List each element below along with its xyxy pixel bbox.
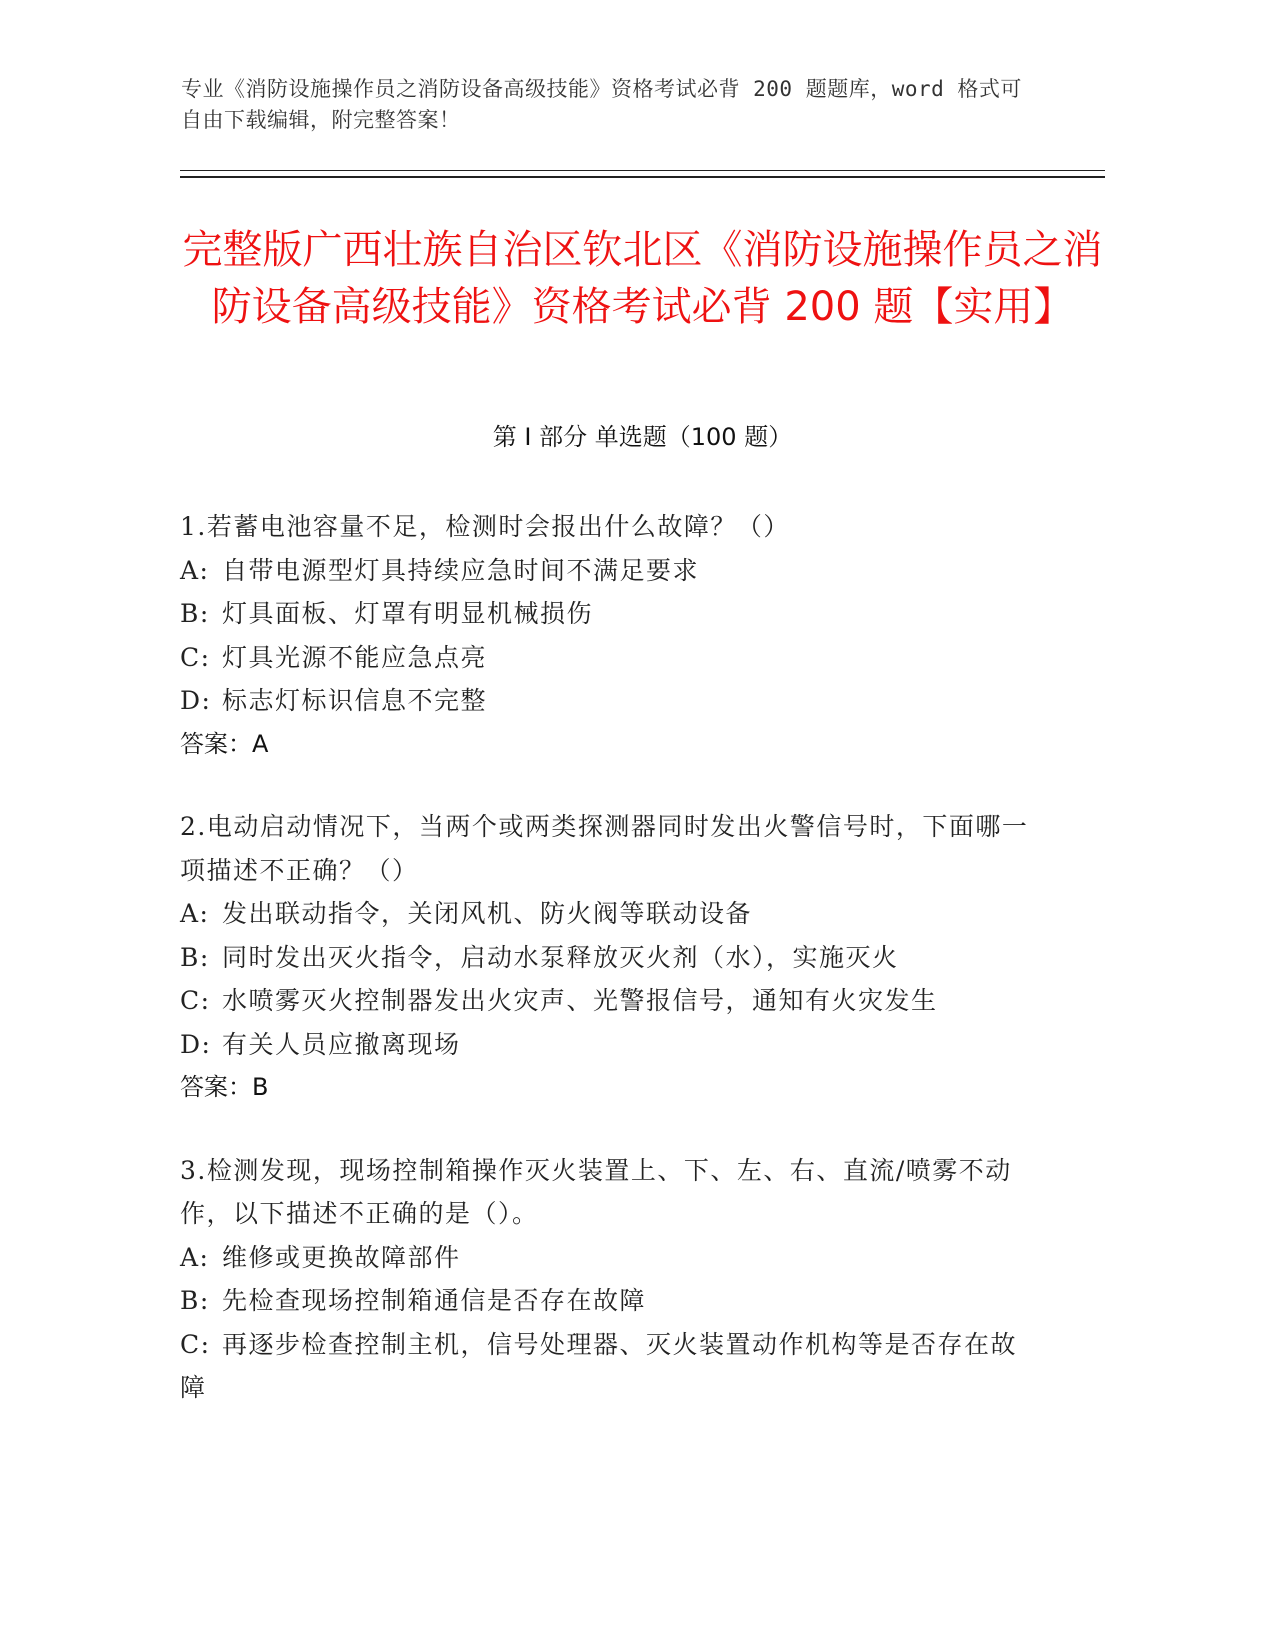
option-text: 再逐步检查控制主机，信号处理器、灭火装置动作机构等是否存在故障 [180, 1329, 1018, 1402]
option-label: A: [180, 555, 210, 585]
option-a [180, 892, 1030, 936]
question-list [180, 505, 1030, 1449]
option-text: 标志灯标识信息不完整 [222, 686, 488, 715]
option-text: 灯具面板、灯罩有明显机械损伤 [222, 599, 594, 628]
answer-text: 答案：A [180, 729, 269, 758]
option-a [180, 549, 1030, 593]
header-divider-thick [180, 176, 1105, 178]
question-1 [180, 505, 1030, 766]
option-text: 自带电源型灯具持续应急时间不满足要求 [222, 555, 700, 585]
option-text: 发出联动指令，关闭风机、防火阀等联动设备 [222, 899, 753, 928]
option-c [180, 979, 1030, 1023]
option-text: 有关人员应撤离现场 [222, 1029, 461, 1059]
option-c [180, 636, 1030, 680]
option-text: 水喷雾灭火控制器发出火灾声、光警报信号，通知有火灾发生 [222, 986, 938, 1015]
option-label: D: [180, 1029, 212, 1059]
option-text: 灯具光源不能应急点亮 [222, 642, 488, 672]
option-d [180, 1023, 1030, 1067]
document-title: 完整版广西壮族自治区钦北区《消防设施操作员之消防设备高级技能》资格考试必背 200 题【实用】 [182, 227, 1103, 330]
option-label: D: [180, 686, 212, 715]
option-d [180, 679, 1030, 723]
option-text: 先检查现场控制箱通信是否存在故障 [222, 1286, 647, 1315]
option-label: C: [180, 1329, 211, 1359]
option-c [180, 1323, 1030, 1410]
option-label: C: [180, 642, 211, 672]
option-b [180, 592, 1030, 636]
option-text: 维修或更换故障部件 [222, 1242, 461, 1272]
question-stem: 1.若蓄电池容量不足，检测时会报出什么故障？（） [180, 512, 790, 541]
option-label: B: [180, 1286, 210, 1315]
option-b [180, 936, 1030, 980]
option-label: B: [180, 599, 210, 628]
option-a [180, 1236, 1030, 1280]
header-divider-thin [180, 170, 1105, 171]
answer-text: 答案：B [180, 1073, 269, 1101]
question-2 [180, 805, 1030, 1110]
option-text: 同时发出灭火指令，启动水泵释放灭火剂（水），实施灭火 [222, 942, 899, 972]
question-stem: 2.电动启动情况下，当两个或两类探测器同时发出火警信号时，下面哪一项描述不正确？（） [180, 812, 1029, 885]
option-label: A: [180, 1242, 210, 1272]
option-b [180, 1279, 1030, 1323]
section-title: 第 I 部分 单选题（100 题） [492, 423, 793, 451]
header-note: 专业《消防设施操作员之消防设备高级技能》资格考试必背 200 题题库，word 格式可自由下载编辑，附完整答案！ [181, 77, 1022, 132]
question-stem: 3.检测发现，现场控制箱操作灭火装置上、下、左、右、直流/喷雾不动作，以下描述不正确的是（）。 [180, 1155, 1012, 1228]
question-3 [180, 1149, 1030, 1410]
option-label: A: [180, 899, 210, 928]
option-label: C: [180, 986, 211, 1015]
option-label: B: [180, 942, 210, 972]
